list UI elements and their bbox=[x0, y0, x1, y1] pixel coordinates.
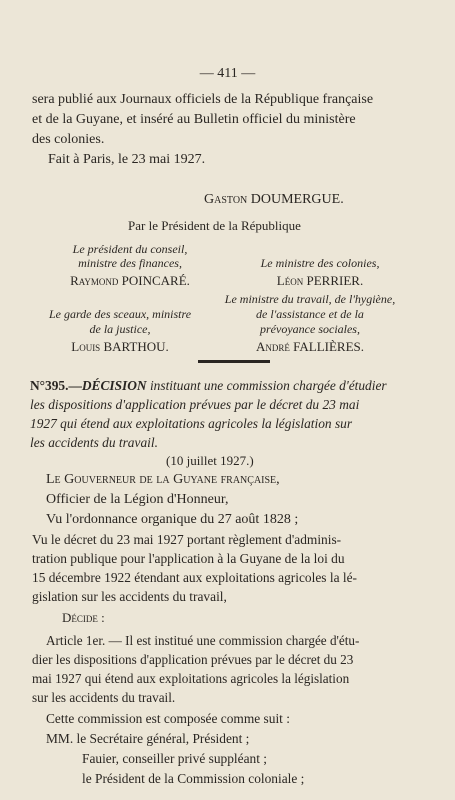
article1-line-3: mai 1927 qui étend aux exploitations agricoles la législation bbox=[32, 671, 350, 686]
article1-line-2: dier les dispositions d'application prévues par le décret du 23 bbox=[32, 652, 354, 667]
minister-right2-role-a: Le ministre du travail, de l'hygiène, bbox=[224, 292, 396, 306]
vu-ordonnance: Vu l'ordonnance organique du 27 août 1828 ; bbox=[46, 512, 299, 527]
vu-decret-line-2: tration publique pour l'application à la Guyane de la loi du bbox=[32, 551, 345, 566]
section-divider bbox=[198, 360, 270, 363]
decision-title-rest: instituant une commission chargée d'étudier bbox=[146, 378, 387, 393]
composition-member-3: le Président de la Commission coloniale ; bbox=[82, 771, 305, 786]
officer-line: Officier de la Légion d'Honneur, bbox=[46, 492, 229, 507]
minister-left2-role-a: Le garde des sceaux, ministre bbox=[48, 307, 192, 321]
vu-decret-line-1: Vu le décret du 23 mai 1927 portant règlement d'adminis- bbox=[32, 532, 342, 547]
article1-line-1: Article 1er. — Il est institué une commission chargée d'étu- bbox=[46, 633, 360, 648]
decide-heading: Décide : bbox=[62, 610, 105, 625]
composition-member-1: MM. le Secrétaire général, Président ; bbox=[46, 731, 250, 746]
intro-line-1: sera publié aux Journaux officiels de la République française bbox=[32, 92, 374, 107]
article1-line-4: sur les accidents du travail. bbox=[32, 690, 176, 705]
minister-left2-name: Louis BARTHOU. bbox=[71, 339, 169, 354]
decision-number: N°395.— bbox=[30, 378, 82, 393]
decision-date: (10 juillet 1927.) bbox=[166, 453, 254, 468]
minister-left1-role-b: ministre des finances, bbox=[78, 256, 182, 270]
decision-heading: DÉCISION bbox=[81, 378, 147, 393]
minister-left2-role-b: de la justice, bbox=[89, 322, 151, 336]
minister-left1-role-a: Le président du conseil, bbox=[72, 242, 188, 256]
intro-line-3: des colonies. bbox=[32, 132, 105, 147]
by-president-line: Par le Président de la République bbox=[128, 218, 301, 233]
intro-line-2: et de la Guyane, et inséré au Bulletin officiel du ministère bbox=[32, 112, 356, 127]
decision-title-line-4: les accidents du travail. bbox=[30, 435, 158, 450]
governor-line bbox=[46, 472, 280, 488]
minister-right1-name: Léon PERRIER. bbox=[276, 273, 364, 288]
page-number: — 411 — bbox=[199, 66, 256, 81]
decision-title-line-3: 1927 qui étend aux exploitations agricoles la législation sur bbox=[30, 416, 353, 431]
decision-title-line-1 bbox=[30, 378, 387, 394]
president-signature: Gaston DOUMERGUE. bbox=[204, 192, 344, 207]
minister-right2-role-b: de l'assistance et de la bbox=[256, 307, 364, 321]
decision-title-line-2: les dispositions d'application prévues par le décret du 23 mai bbox=[30, 397, 360, 412]
minister-right2-role-c: prévoyance sociales, bbox=[260, 322, 360, 336]
minister-left1-name: Raymond POINCARÉ. bbox=[70, 273, 190, 288]
composition-member-2: Fauier, conseiller privé suppléant ; bbox=[82, 751, 268, 766]
minister-right1-role: Le ministre des colonies, bbox=[260, 256, 380, 270]
governor-title: Le Gouverneur de la Guyane française, bbox=[46, 472, 280, 487]
composition-intro: Cette commission est composée comme suit : bbox=[46, 711, 290, 726]
minister-right2-name: André FALLIÈRES. bbox=[255, 339, 365, 354]
vu-decret-line-4: gislation sur les accidents du travail, bbox=[32, 589, 227, 604]
vu-decret-line-3: 15 décembre 1922 étendant aux exploitations agricoles la lé- bbox=[32, 570, 357, 585]
date-signed: Fait à Paris, le 23 mai 1927. bbox=[48, 152, 206, 167]
